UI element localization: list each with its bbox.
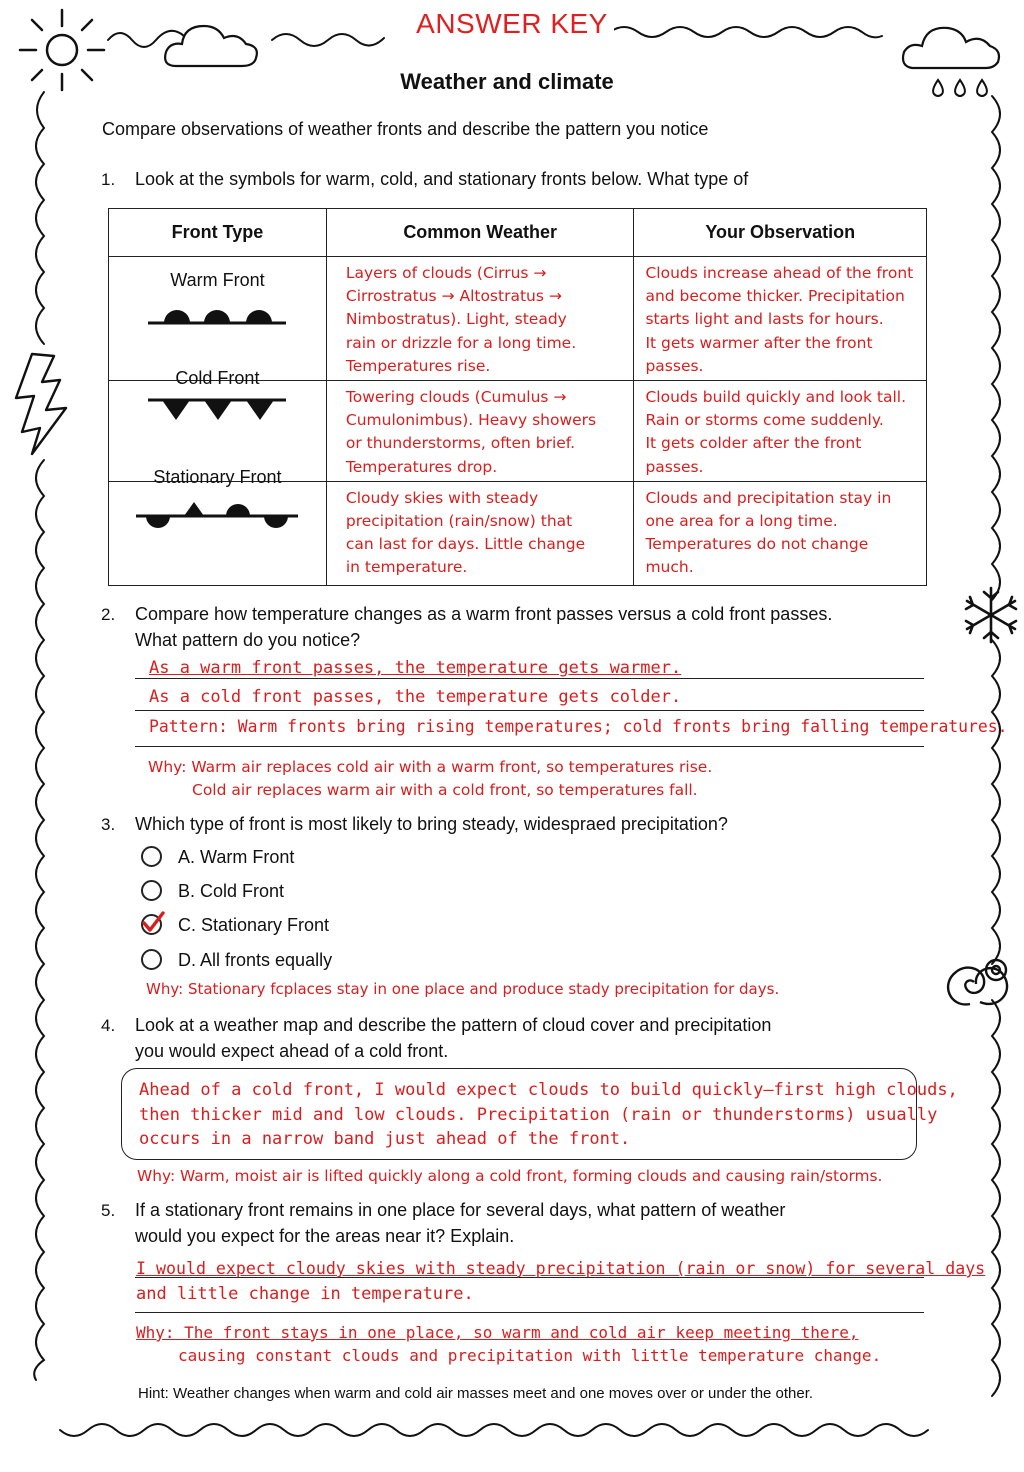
option-d[interactable]	[141, 950, 332, 972]
observation-cell	[634, 257, 927, 381]
cell-line: passes.	[645, 457, 704, 476]
column-header: Your Observation	[634, 209, 927, 257]
question-number: 5.	[101, 1201, 116, 1220]
option-label: D. All fronts equally	[178, 950, 333, 970]
answer-line	[135, 1312, 924, 1313]
question-number: 2.	[101, 605, 116, 624]
common-weather-cell	[326, 481, 634, 585]
cell-line: or thunderstorms, often brief.	[345, 434, 576, 453]
table-row	[109, 481, 927, 585]
option-c[interactable]	[141, 915, 329, 937]
radio-circle[interactable]	[141, 880, 162, 901]
question-line: Compare how temperature changes as a warm front passes versus a cold front passes.	[135, 604, 833, 624]
column-header: Front Type	[109, 209, 327, 257]
common-weather-cell	[326, 257, 634, 381]
cell-line: one area for a long time.	[645, 512, 838, 531]
snowflake-icon	[960, 584, 1022, 646]
cell-line: Temperatures drop.	[345, 457, 498, 476]
front-type-label: Cold Front	[175, 368, 260, 389]
front-type-label: Stationary Front	[153, 466, 282, 487]
answer-text: As a warm front passes, the temperature gets warmer.	[149, 658, 682, 678]
cell-line: Layers of clouds (Cirrus →	[345, 264, 547, 282]
common-weather-cell	[326, 381, 634, 482]
answer-line	[135, 746, 924, 747]
cell-line: Temperatures rise.	[345, 356, 491, 375]
answer-text: and little change in temperature.	[136, 1284, 474, 1304]
front-type-cell	[109, 466, 327, 585]
why-explanation: Cold air replaces warm air with a cold front, so temperatures fall.	[192, 781, 698, 799]
cell-line: Clouds increase ahead of the front	[645, 264, 914, 282]
cell-line: passes.	[645, 356, 704, 375]
column-header: Common Weather	[326, 209, 634, 257]
front-type-cell	[109, 257, 327, 381]
cold-front-symbol-icon	[142, 395, 292, 425]
answer-text: Pattern: Warm fronts bring rising temperatures; cold fronts bring falling temperatures.	[149, 717, 1008, 736]
table-header-row	[109, 209, 927, 257]
radio-circle[interactable]	[141, 846, 162, 867]
radio-circle[interactable]	[141, 949, 162, 970]
cell-line: It gets warmer after the front	[645, 333, 873, 352]
observation-cell	[634, 481, 927, 585]
answer-line-text: then thicker mid and low clouds. Precipitation (rain or thunderstorms) usually	[139, 1104, 938, 1125]
option-a[interactable]	[141, 847, 294, 869]
question-5-text	[135, 1197, 785, 1249]
table-row	[109, 257, 927, 381]
option-label: C. Stationary Front	[178, 915, 330, 935]
fronts-table	[108, 208, 927, 586]
question-line: would you expect for the areas near it? Explain.	[135, 1226, 515, 1246]
answer-text-block	[139, 1078, 958, 1152]
cell-line: precipitation (rain/snow) that	[345, 512, 573, 531]
answer-line-text: Ahead of a cold front, I would expect clouds to build quickly—first high clouds,	[139, 1080, 958, 1100]
cell-line: Rain or storms come suddenly.	[645, 411, 884, 430]
answer-key-label: ANSWER KEY	[0, 8, 1024, 40]
swirl-icon	[940, 944, 1022, 1016]
page-title: Weather and climate	[400, 69, 614, 94]
cell-line: Cumulonimbus). Heavy showers	[345, 411, 597, 430]
why-explanation: Why: Warm air replaces cold air with a warm front, so temperatures rise.	[148, 758, 713, 776]
radio-circle-checked[interactable]	[141, 914, 162, 935]
why-explanation: Why: The front stays in one place, so warm and cold air keep meeting there,	[136, 1323, 859, 1342]
question-line: If a stationary front remains in one place for several days, what pattern of weather	[135, 1200, 786, 1220]
option-b[interactable]	[141, 881, 284, 903]
checkmark-icon	[140, 910, 166, 936]
cell-line: much.	[645, 558, 694, 577]
cell-line: and become thicker. Precipitation	[645, 287, 905, 306]
instructions: Compare observations of weather fronts and describe the pattern you notice	[102, 119, 709, 139]
why-explanation: Why: Stationary fcplaces stay in one place and produce stady precipitation for days.	[146, 980, 780, 998]
question-4-text	[135, 1012, 771, 1064]
why-explanation: Why: Warm, moist air is lifted quickly along a cold front, forming clouds and causing rain/storms.	[137, 1167, 883, 1185]
cell-line: Towering clouds (Cumulus →	[345, 388, 567, 407]
question-2-text	[135, 601, 832, 653]
question-number: 4.	[101, 1016, 116, 1035]
question-number: 1.	[101, 170, 116, 189]
answer-text: As a cold front passes, the temperature gets colder.	[149, 687, 682, 707]
cell-line: Nimbostratus). Light, steady	[345, 310, 567, 329]
cell-line: Temperatures do not change	[645, 535, 869, 554]
cell-line: rain or drizzle for a long time.	[345, 333, 577, 352]
question-3-text: Which type of front is most likely to bring steady, widespraed precipitation?	[135, 814, 728, 834]
why-explanation: causing constant clouds and precipitation with little temperature change.	[178, 1346, 882, 1365]
answer-line	[135, 710, 924, 711]
question-line: What pattern do you notice?	[135, 630, 361, 650]
cell-line: Clouds build quickly and look tall.	[645, 388, 907, 407]
lightning-icon	[10, 352, 72, 458]
cell-line: can last for days. Little change	[345, 535, 586, 554]
question-1-text: Look at the symbols for warm, cold, and stationary fronts below. What type of	[135, 169, 749, 189]
cell-line: in temperature.	[345, 558, 468, 577]
cell-line: It gets colder after the front	[645, 434, 862, 453]
question-line: Look at a weather map and describe the pattern of cloud cover and precipitation	[135, 1015, 772, 1035]
cell-line: Cloudy skies with steady	[345, 488, 539, 507]
warm-front-symbol-icon	[142, 301, 292, 331]
cell-line: Cirrostratus → Altostratus →	[345, 287, 562, 306]
cell-line: starts light and lasts for hours.	[645, 310, 884, 329]
question-line: you would expect ahead of a cold front.	[135, 1041, 449, 1061]
question-number: 3.	[101, 815, 116, 834]
answer-line-text: occurs in a narrow band just ahead of the front.	[139, 1129, 631, 1150]
answer-line	[135, 678, 924, 679]
answer-text: I would expect cloudy skies with steady precipitation (rain or snow) for several days	[136, 1259, 986, 1278]
observation-cell	[634, 381, 927, 482]
hint-text: Hint: Weather changes when warm and cold air masses meet and one moves over or under the other.	[138, 1385, 814, 1402]
option-label: A. Warm Front	[178, 847, 295, 867]
stationary-front-symbol-icon	[132, 496, 302, 536]
cell-line: Clouds and precipitation stay in	[645, 488, 892, 507]
front-type-label: Warm Front	[170, 270, 265, 290]
option-label: B. Cold Front	[178, 881, 285, 901]
